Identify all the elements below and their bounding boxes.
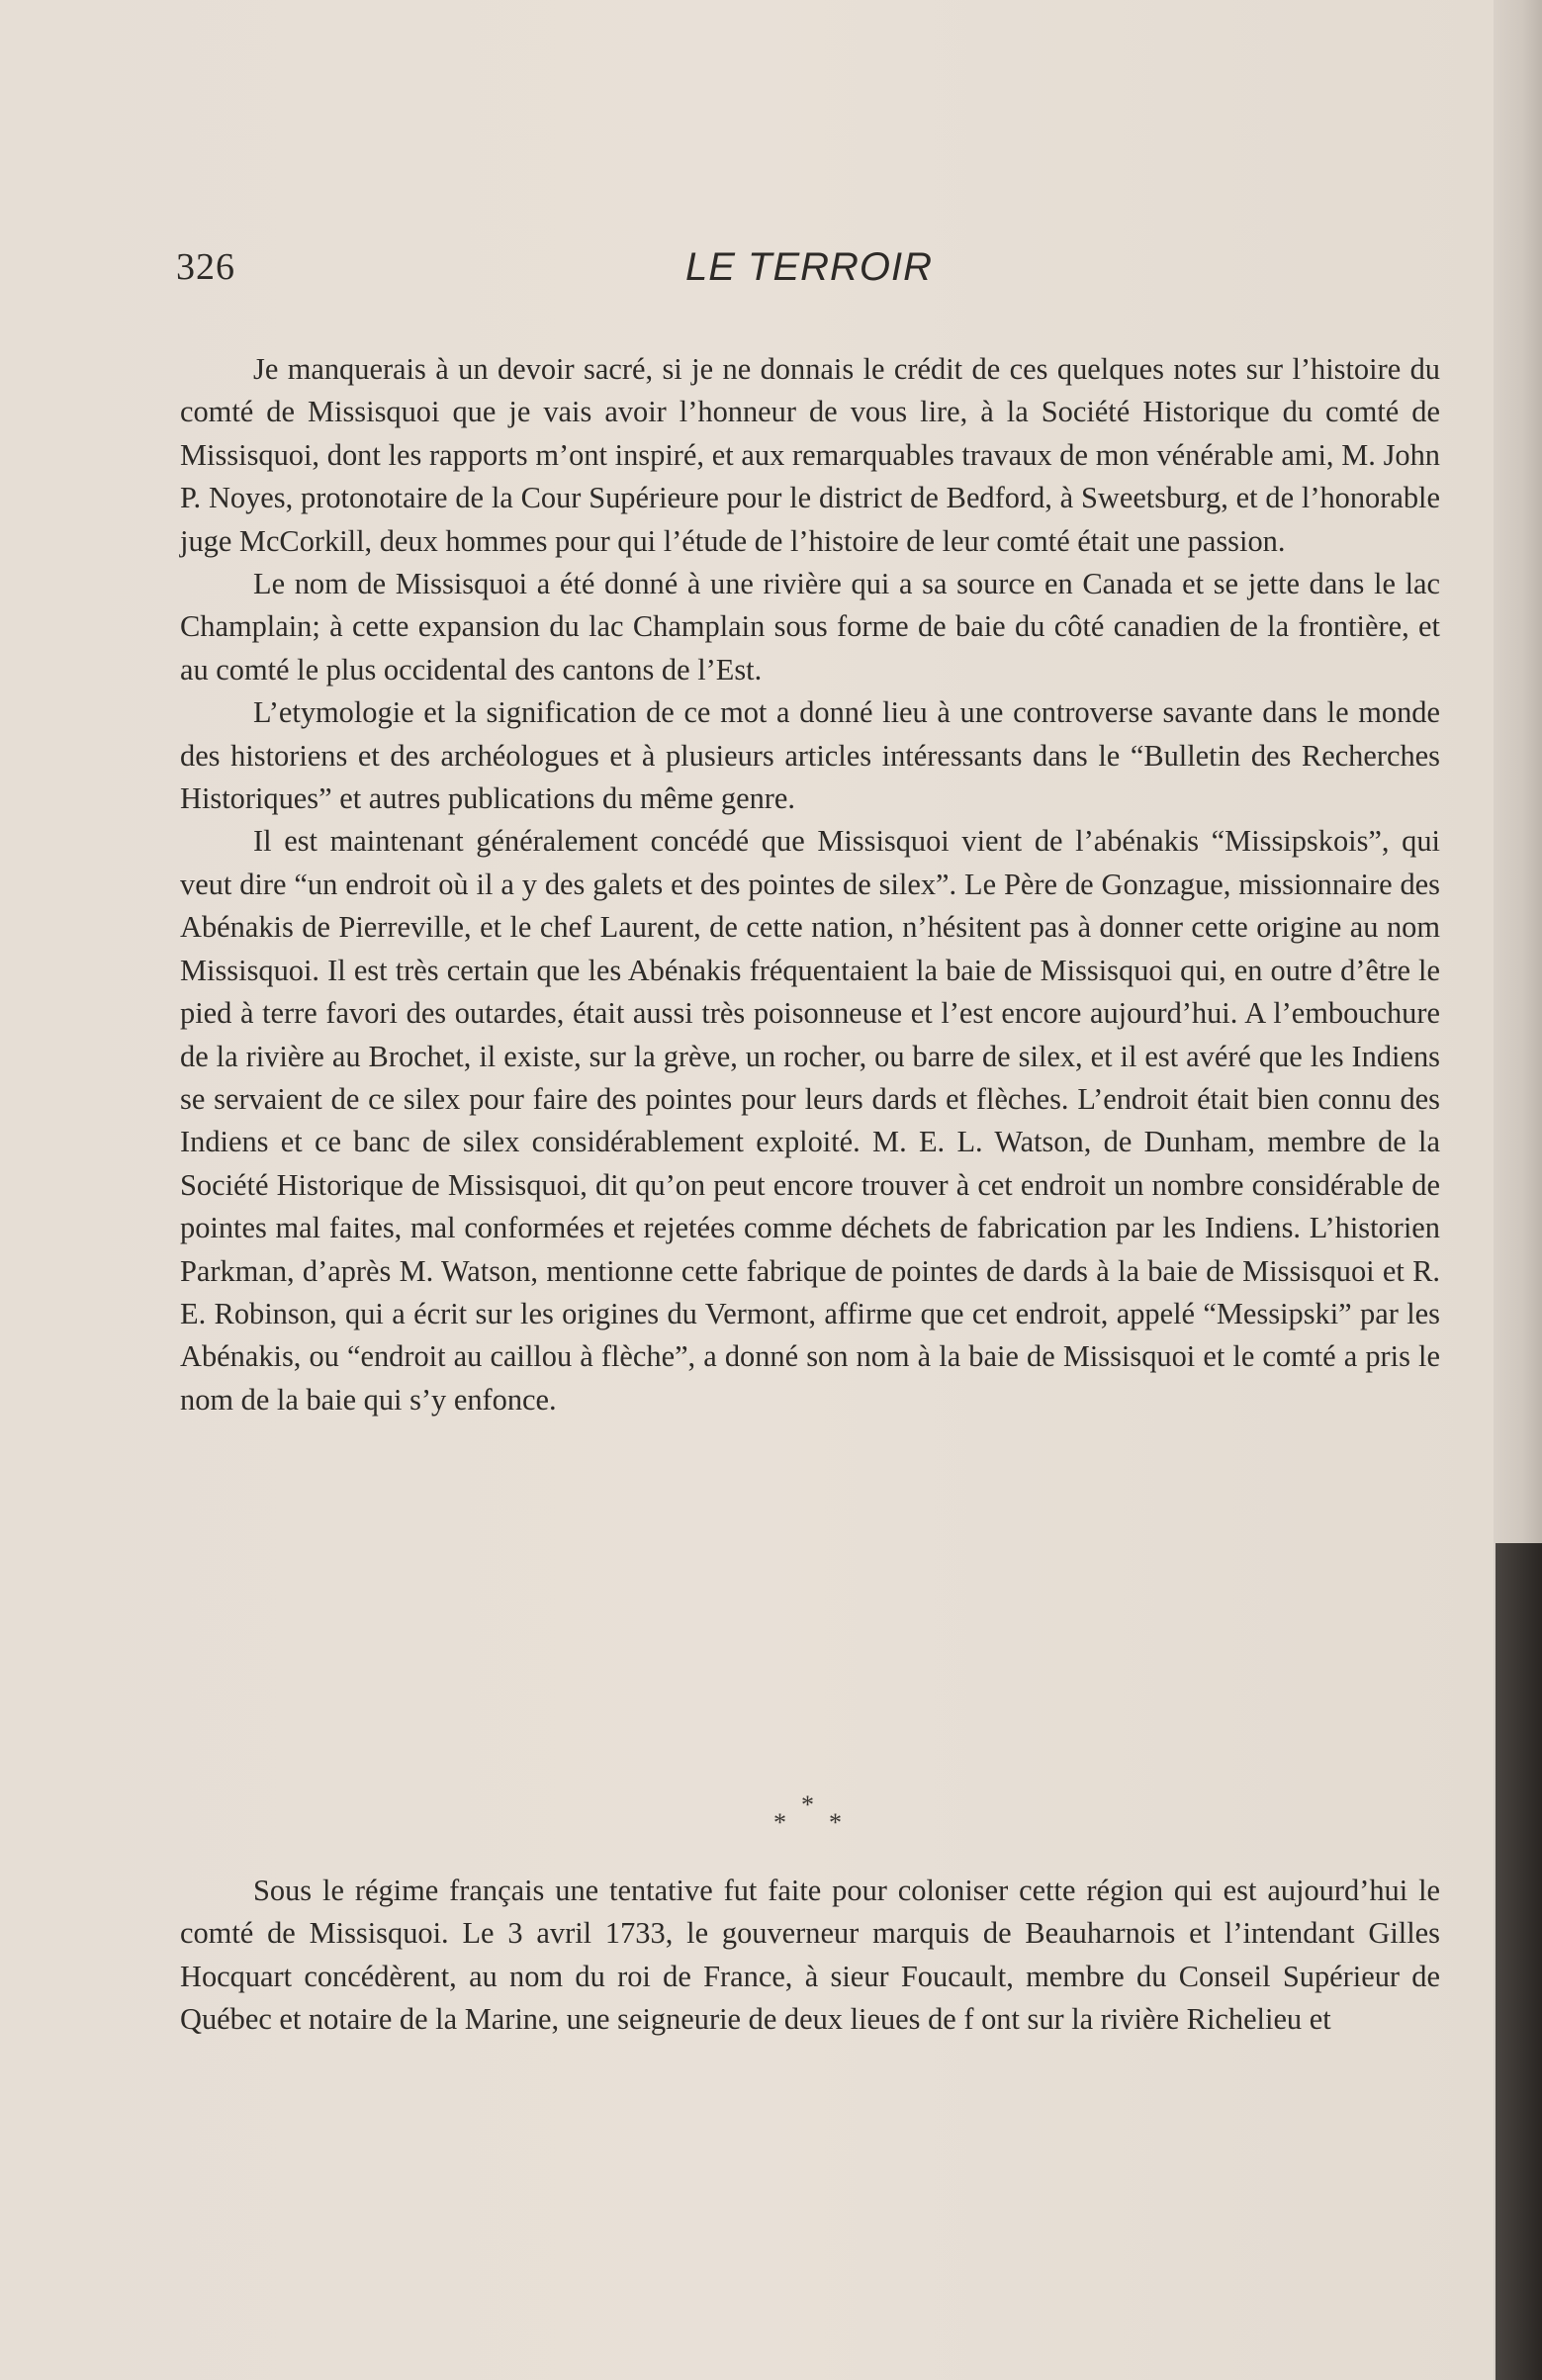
separator-star: * xyxy=(773,1808,786,1837)
separator-star: * xyxy=(801,1790,814,1819)
paragraph: Le nom de Missisquoi a été donné à une rivière qui a sa source en Canada et se jette dans le lac Champlain; à cette expansion du lac Champlain sous forme de baie du côté canadien de la frontière, et au comté le plus occidental des cantons de l’Est. xyxy=(180,567,1440,687)
running-title: LE TERROIR xyxy=(684,245,934,289)
paragraph: Il est maintenant généralement concédé que Missisquoi vient de l’abénakis “Missipskois”, qui veut dire “un endroit où il a y des galets et des pointes de silex”. Le Père de Gonzague, missionnaire des Abénakis de Pierreville, et le chef Laurent, de cette nation, n’hésitent pas à donner cette origine au nom Missisquoi. Il est très certain que les Abénakis fréquentaient la baie de Missisquoi qui, en outre d’être le pied à terre favori des outardes, était aussi très poisonneuse et l’est encore aujourd’hui. A l’embouchure de la rivière au Brochet, il existe, sur la grève, un rocher, ou barre de silex, et il est avéré que les Indiens se servaient de ce silex pour faire des pointes pour leurs dards et flèches. L’endroit était bien connu des Indiens et ce banc de silex considérablement exploité. M. E. L. Watson, de Dunham, membre de la Société Historique de Missisquoi, dit qu’on peut encore trouver à cet endroit un nombre considérable de pointes mal faites, mal conformées et rejetées comme déchets de fabrication par les Indiens. L’historien Parkman, d’après M. Watson, mentionne cette fabrique de pointes de dards à la baie de Missisquoi et R. E. Robinson, qui a écrit sur les origines du Vermont, affirme que cet endroit, appelé “Messipski” par les Abénakis, ou “endroit au caillou à flèche”, a donné son nom à la baie de Missisquoi et le comté a pris le nom de la baie qui s’y enfonce. xyxy=(180,824,1440,1417)
page-edge-shadow xyxy=(1496,1543,1542,2380)
running-header xyxy=(176,245,1442,305)
page-number: 326 xyxy=(176,246,235,288)
section-1-text xyxy=(180,348,1440,1421)
separator-star: * xyxy=(829,1808,842,1837)
section-2-text xyxy=(180,1870,1440,2042)
paragraph: Je manquerais à un devoir sacré, si je ne donnais le crédit de ces quelques notes sur l’histoire du comté de Missisquoi que je vais avoir l’honneur de vous lire, à la Société Historique du comté de Missisquoi, dont les rapports m’ont inspiré, et aux remarquables travaux de mon vénérable ami, M. John P. Noyes, protonotaire de la Cour Supérieure pour le district de Bedford, à Sweetsburg, et de l’honorable juge McCorkill, deux hommes pour qui l’étude de l’histoire de leur comté était une passion. xyxy=(180,352,1440,558)
asterism-separator xyxy=(762,1790,861,1837)
paragraph: Sous le régime français une tentative fut faite pour coloniser cette région qui est aujourd’hui le comté de Missisquoi. Le 3 avril 1733, le gouverneur marquis de Beauharnois et l’intendant Gilles Hocquart concédèrent, au nom du roi de France, à sieur Foucault, membre du Conseil Supérieur de Québec et notaire de la Marine, une seigneurie de deux lieues de f ont sur la rivière Richelieu et xyxy=(180,1874,1440,2037)
paragraph: L’etymologie et la signification de ce mot a donné lieu à une controverse savante dans le monde des historiens et des archéologues et à plusieurs articles intéressants dans le “Bulletin des Recherches Historiques” et autres publications du même genre. xyxy=(180,695,1440,816)
